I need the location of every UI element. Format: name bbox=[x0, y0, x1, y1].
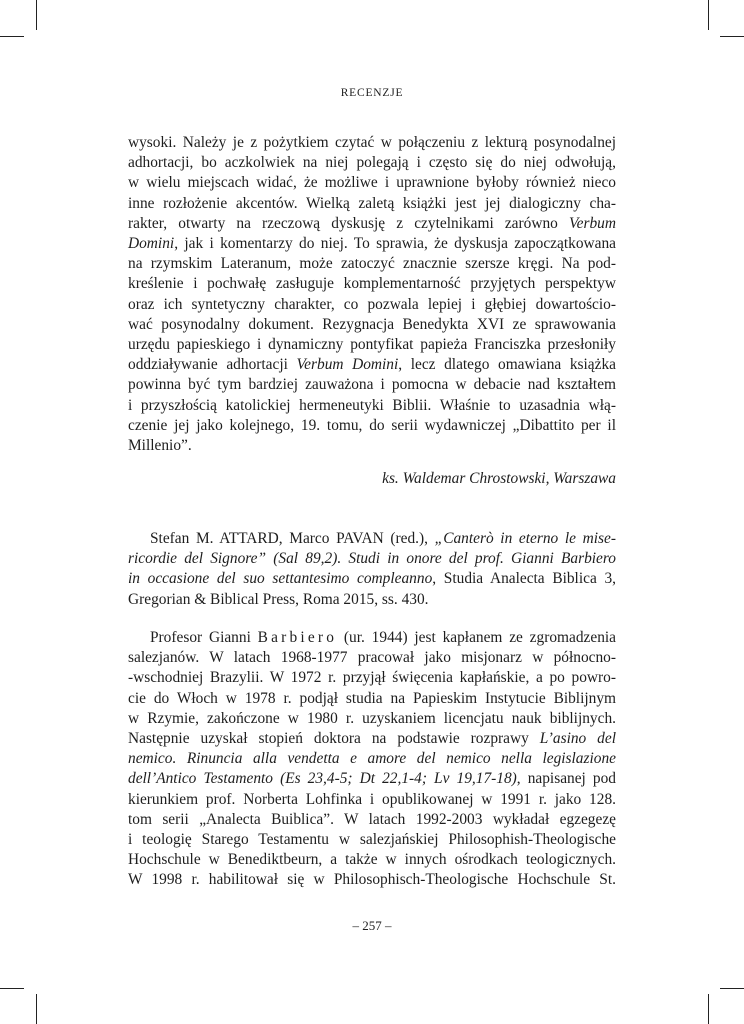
text-line: salezjanów. W latach 1968-1977 pracował jako misjonarz w północno- bbox=[128, 649, 616, 667]
text-line bbox=[128, 529, 616, 549]
text-line bbox=[128, 729, 616, 749]
text-line: i przyszłością katolickiej hermeneutyki Biblii. Właśnie to uzasadnia włą- bbox=[128, 396, 616, 414]
running-head: RECENZJE bbox=[340, 87, 404, 99]
crop-mark bbox=[36, 0, 37, 30]
text-line: -wschodniej Brazylii. W 1972 r. przyjął święcenia kapłańskie, a po powro- bbox=[128, 669, 616, 687]
text-line bbox=[128, 749, 616, 769]
citation-series: , Studia Analecta Biblica 3, bbox=[432, 570, 616, 588]
text-segment: (ur. 1944) jest kapłanem ze zgromadzenia bbox=[337, 629, 616, 646]
text-line bbox=[128, 234, 616, 254]
citation-title: in occasione del suo settantesimo compleanno bbox=[128, 570, 433, 588]
crop-mark bbox=[0, 988, 24, 989]
text-line: Hochschule w Benediktbeurn, a także w innych ośrodkach teologicznych. bbox=[128, 851, 616, 869]
text-line: wysoki. Należy je z pożytkiem czytać w połączeniu z lekturą posynodalnej bbox=[128, 134, 616, 151]
text-segment: , lecz dlatego omawiana książka bbox=[398, 356, 616, 374]
italic-title: nemico. Rinuncia alla vendetta e amore del nemico nella legislazione bbox=[128, 750, 616, 768]
text-line: urzędu papieskiego i dynamiczny pontyfikat papieża Franciszka przesłoniły bbox=[128, 336, 616, 354]
italic-title: dell’Antico Testamento (Es 23,4-5; Dt 22,1-4; Lv 19,17-18) bbox=[128, 770, 517, 788]
text-line: w Rzymie, zakończone w 1980 r. uzyskaniem licencjatu nauk biblijnych. bbox=[128, 709, 616, 727]
crop-mark bbox=[720, 36, 744, 37]
text-line: wać posynodalny dokument. Rezygnacja Benedykta XVI ze sprawowania bbox=[128, 315, 616, 333]
text-line bbox=[128, 569, 616, 589]
reviewer-signature: ks. Waldemar Chrostowski, Warszawa bbox=[382, 470, 616, 487]
text-line: tom serii „Analecta Buiblica”. W latach 1992-2003 wykładał egzegezę bbox=[128, 810, 616, 828]
text-line bbox=[128, 355, 616, 375]
crop-mark bbox=[720, 988, 744, 989]
citation-title: „Canterò in eterno le mise- bbox=[434, 530, 616, 547]
page-number: – 257 – bbox=[352, 918, 392, 933]
text-line: adhortacji, bo aczkolwiek na niej polegają i często się do niej odwołują, bbox=[128, 154, 616, 172]
italic-title: L’asino del bbox=[539, 730, 616, 748]
crop-mark bbox=[708, 994, 709, 1024]
text-segment: , napisanej pod bbox=[516, 770, 616, 788]
text-line: oraz ich syntetyczny charakter, co pozwala lepiej i głębiej dowartościo- bbox=[128, 295, 616, 313]
text-segment: rakter, otwarty na rzeczową dyskusję z czytelnikami zarówno bbox=[128, 214, 569, 232]
citation-title: ricordie del Signore” (Sal 89,2). Studi in onore del prof. Gianni Barbiero bbox=[128, 550, 616, 568]
text-segment: oddziaływanie adhortacji bbox=[128, 356, 297, 374]
text-segment: Profesor Gianni bbox=[150, 629, 258, 646]
citation-authors: Stefan M. ATTARD, Marco PAVAN (red.), bbox=[150, 530, 435, 547]
book-citation bbox=[128, 529, 616, 610]
italic-title: Domini bbox=[128, 235, 175, 253]
text-line: Millenio”. bbox=[128, 437, 192, 455]
text-line bbox=[128, 549, 616, 569]
citation-publisher: Gregorian & Biblical Press, Roma 2015, ss. 430. bbox=[128, 590, 429, 608]
text-line: kierunkiem prof. Norberta Lohfinka i opublikowanej w 1991 r. jako 128. bbox=[128, 790, 616, 808]
text-line: na rzymskim Lateranum, może zatoczyć znacznie szersze kręgi. Na pod- bbox=[128, 255, 616, 273]
text-line: cie do Włoch w 1978 r. podjął studia na Papieskim Instytucie Biblijnym bbox=[128, 689, 616, 707]
italic-title: Verbum bbox=[568, 214, 616, 232]
text-line: W 1998 r. habilitował się w Philosophisch-Theologische Hochschule St. bbox=[128, 871, 616, 889]
text-line: i teologię Starego Testamentu w salezjańskiej Philosophish-Theologische bbox=[128, 831, 616, 849]
text-line: czenie jej jako kolejnego, 19. tomu, do serii wydawniczej „Dibattito per il bbox=[128, 416, 616, 434]
text-segment: Następnie uzyskał stopień doktora na podstawie rozprawy bbox=[128, 730, 540, 748]
crop-mark bbox=[708, 0, 709, 30]
text-line: inne rozłożenie akcentów. Wielką zaletą książki jest jej dialogiczny cha- bbox=[128, 194, 616, 212]
italic-title: Verbum Domini bbox=[296, 356, 399, 374]
text-line: powinna być tym bardziej zauważona i pomocna w debacie nad kształtem bbox=[128, 376, 616, 394]
text-segment: , jak i komentarzy do niej. To sprawia, że dyskusja zapoczątkowana bbox=[174, 235, 616, 253]
text-line bbox=[128, 214, 616, 234]
text-line: kreślenie i pochwałę zasługuje komplementarność przyjętych perspektyw bbox=[128, 275, 616, 293]
review-continuation bbox=[128, 133, 616, 456]
spaced-surname: Barbiero bbox=[257, 629, 338, 646]
crop-mark bbox=[36, 994, 37, 1024]
text-line bbox=[128, 769, 616, 789]
text-line bbox=[128, 628, 616, 648]
review-body bbox=[128, 628, 616, 891]
text-line: w wielu miejscach widać, że możliwe i uprawnione byłoby również nieco bbox=[128, 174, 616, 192]
crop-mark bbox=[0, 36, 24, 37]
